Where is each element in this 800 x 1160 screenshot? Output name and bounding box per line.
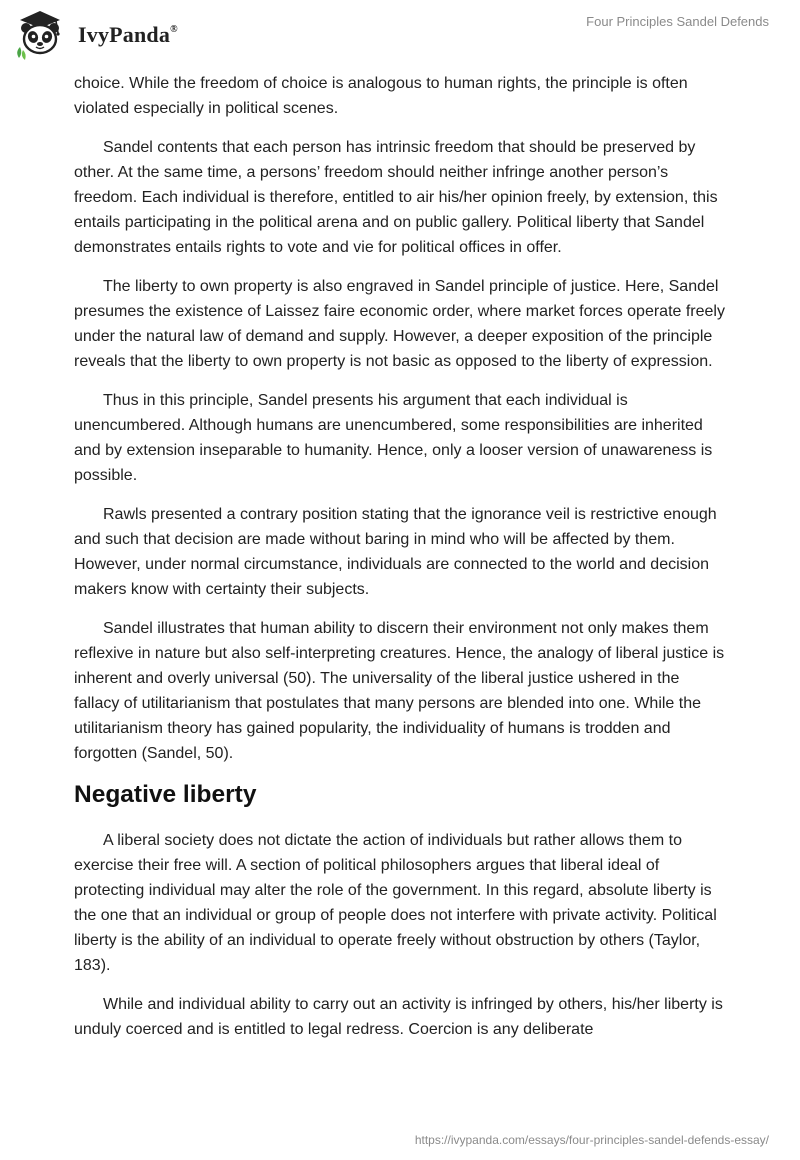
source-url[interactable]: https://ivypanda.com/essays/four-principles-sandel-defends-essay/: [414, 1133, 769, 1147]
paragraph: Sandel contents that each person has intrinsic freedom that should be preserved by other. At the same time, a persons’ freedom should neither infringe another person’s freedom. Each individual is therefore, entitled to air his/her opinion freely, by extension, this entails participating in the political arena and on public gallery. Political liberty that Sandel demonstrates entails rights to vote and vie for political offices in offer.: [74, 139, 718, 256]
paragraph: choice. While the freedom of choice is analogous to human rights, the principle is often violated especially in political scenes.: [74, 75, 688, 117]
paragraph: Thus in this principle, Sandel presents his argument that each individual is unencumbered. Although humans are unencumbered, some responsibilities are inherited and by extension inseparable to humanity. Hence, only a looser version of unawareness is possible.: [74, 392, 713, 484]
paragraph: A liberal society does not dictate the action of individuals but rather allows them to exercise their free will. A section of political philosophers argues that liberal ideal of protecting individual may alter the role of the government. In this regard, absolute liberty is the one that an individual or group of people does not interfere with private activity. Political liberty is the ability of an individual to operate freely without obstruction by others (Taylor, 183).: [74, 832, 717, 974]
section-heading: Negative liberty: [74, 781, 257, 808]
ivypanda-logo[interactable]: [14, 9, 178, 61]
paragraph: Sandel illustrates that human ability to discern their environment not only makes them reflexive in nature but also self-interpreting creatures. Hence, the analogy of liberal justice is inherent and overly universal (50). The universality of the liberal justice ushered in the fallacy of utilitarianism that postulates that many persons are blended into one. While the utilitarianism theory has gained popularity, the individuality of humans is trodden and forgotten (Sandel, 50).: [74, 620, 725, 762]
page-header: [0, 0, 800, 70]
paragraph: Rawls presented a contrary position stating that the ignorance veil is restrictive enough and such that decision are made without baring in mind who will be affected by them. However, under normal circumstance, individuals are connected to the world and decision makers know with certainty their subjects.: [74, 506, 717, 598]
logo-text: IvyPanda®: [78, 22, 178, 47]
paragraph: While and individual ability to carry out an activity is infringed by others, his/her liberty is unduly coerced and is entitled to legal redress. Coercion is any deliberate: [74, 996, 723, 1038]
paragraph: The liberty to own property is also engraved in Sandel principle of justice. Here, Sandel presumes the existence of Laissez faire economic order, where market forces operate freely under the natural law of demand and supply. However, a deeper exposition of the principle reveals that the liberty to own property is not basic as opposed to the liberty of expression.: [74, 278, 725, 370]
essay-content: [74, 71, 726, 1056]
panda-graduate-icon: [14, 9, 72, 61]
document-title: Four Principles Sandel Defends: [586, 14, 769, 29]
